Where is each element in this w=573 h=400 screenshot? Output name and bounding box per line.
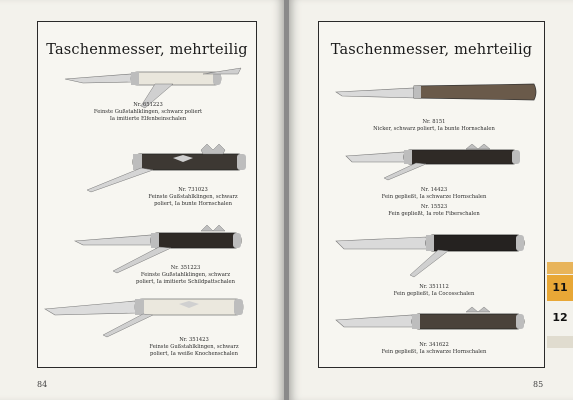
item-number: Nr. 351223 [170, 265, 201, 271]
knife-image-351112 [334, 227, 534, 282]
item-caption [349, 187, 519, 201]
knife-image-14423 [344, 144, 529, 184]
item-number: Nr. 341622 [419, 342, 449, 348]
item-caption [339, 119, 529, 133]
catalog-frame-right [318, 21, 545, 368]
item-caption [349, 284, 519, 298]
index-tab-11[interactable]: 11 [547, 275, 573, 301]
catalog-frame-left [37, 21, 257, 368]
item-description-2: poliert, Ia imitierte Schildpattschalen [136, 279, 235, 285]
item-number: Nr. 8151 [422, 119, 446, 125]
item-description: Feinste Gußstahlklingen, schwarz [149, 344, 239, 350]
item-description: Nicker, schwarz poliert, Ia bunte Hornschalen [373, 126, 495, 132]
index-tab-12[interactable]: 12 [547, 305, 573, 331]
item-number: Nr. 731023 [178, 187, 208, 193]
item-description: Feinste Gußstahlklingen, schwarz [148, 194, 238, 200]
item-caption [78, 102, 218, 123]
index-tab-strip-lower [547, 336, 573, 348]
page-title: Taschenmesser, mehrteilig [330, 42, 533, 58]
item-description: Fein gepließt, Ia Cocosschalen [393, 291, 475, 297]
left-page [0, 0, 284, 400]
item-description: Fein gepließt, Ia rote Fiberschalen [388, 211, 480, 217]
item-number: Nr. 351112 [419, 284, 449, 290]
item-description: Feinste Gußstahlklingen, schwarz poliert [93, 109, 203, 115]
page-number-left: 84 [37, 380, 48, 389]
index-tab-strip [547, 262, 573, 274]
item-description-2: poliert, Ia bunte Hornschalen [154, 201, 232, 207]
page-number-right: 85 [533, 380, 544, 389]
item-caption [138, 337, 250, 358]
item-description: Fein gepließt, Ia schwarze Hornschalen [381, 194, 487, 200]
item-description: Fein gepließt, Ia schwarze Hornschalen [381, 349, 487, 355]
item-caption [349, 342, 519, 356]
right-page [289, 0, 573, 400]
item-number: Nr. 351423 [179, 337, 209, 343]
item-number: Nr. 14423 [420, 187, 448, 193]
item-number: Nr. 651223 [133, 102, 163, 108]
page-title: Taschenmesser, mehrteilig [46, 42, 248, 58]
item-caption [138, 187, 248, 208]
item-number: Nr. 15523 [420, 204, 448, 210]
knife-image-351423 [43, 287, 253, 342]
knife-image-341622 [334, 306, 534, 336]
item-caption [349, 204, 519, 218]
item-description-2: Ia imitierte Elfenbeinschalen [109, 116, 187, 122]
item-caption [118, 265, 253, 286]
knife-image-8151 [334, 80, 539, 110]
item-description-2: poliert, Ia weiße Knochenschalen [150, 351, 238, 357]
item-description: Feinste Gußstahlklingen, schwarz [140, 272, 231, 278]
